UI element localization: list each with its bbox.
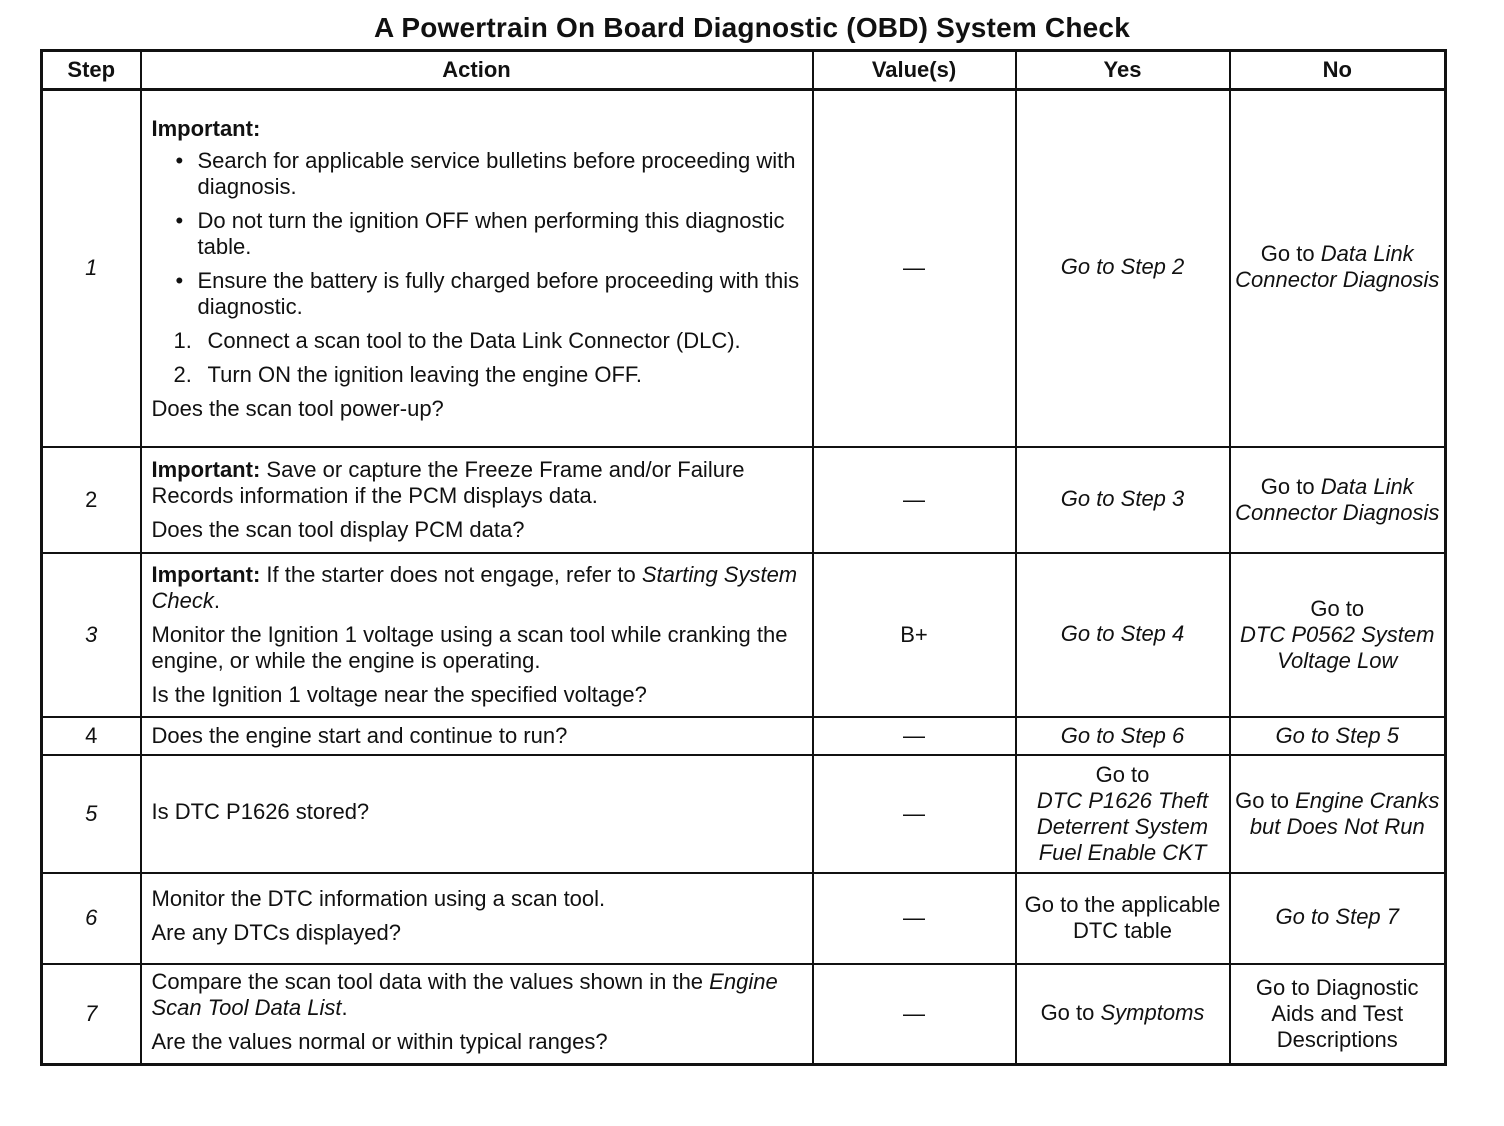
instruction: Monitor the Ignition 1 voltage using a scan tool while cranking the engine, or while the engine is operating. bbox=[151, 621, 788, 673]
question: Does the scan tool power-up? bbox=[151, 396, 444, 422]
step-number: 4 bbox=[42, 717, 141, 755]
no-cell: Go to Data Link Connector Diagnosis bbox=[1230, 447, 1446, 553]
diagnostic-table bbox=[40, 49, 1447, 1066]
value-cell: — bbox=[813, 717, 1016, 755]
header-row bbox=[42, 51, 1446, 90]
list-item: • Do not turn the ignition OFF when performing this diagnostic table. bbox=[198, 208, 802, 260]
no-cell: Go to Engine Cranks but Does Not Run bbox=[1230, 755, 1446, 873]
value-cell: — bbox=[813, 90, 1016, 447]
header-action: Action bbox=[141, 51, 813, 90]
list-item: • Ensure the battery is fully charged before proceeding with this diagnostic. bbox=[198, 268, 802, 320]
action-cell bbox=[141, 873, 813, 964]
list-item: • Search for applicable service bulletins before proceeding with diagnosis. bbox=[198, 148, 802, 200]
value-cell: — bbox=[813, 447, 1016, 553]
instruction: Compare the scan tool data with the values shown in the Engine Scan Tool Data List. bbox=[151, 968, 778, 1020]
action-cell bbox=[141, 90, 813, 447]
numbered-list bbox=[152, 328, 802, 388]
table-row bbox=[42, 90, 1446, 447]
table-row bbox=[42, 755, 1446, 873]
important-note: Important: Save or capture the Freeze Frame and/or Failure Records information if the PCM displays data. bbox=[151, 456, 745, 508]
value-cell: — bbox=[813, 873, 1016, 964]
list-item: 1. Connect a scan tool to the Data Link Connector (DLC). bbox=[173, 328, 741, 354]
step-number: 5 bbox=[42, 755, 141, 873]
action-cell bbox=[141, 964, 813, 1065]
page-title: A Powertrain On Board Diagnostic (OBD) System Check bbox=[374, 12, 1130, 43]
action-cell bbox=[141, 553, 813, 717]
action-cell bbox=[141, 447, 813, 553]
no-cell: Go to DTC P0562 System Voltage Low bbox=[1230, 553, 1446, 717]
step-number: 7 bbox=[42, 964, 141, 1065]
step-number: 1 bbox=[42, 90, 141, 447]
table-row bbox=[42, 553, 1446, 717]
important-note: Important: If the starter does not engage, refer to Starting System Check. bbox=[151, 561, 798, 613]
no-cell: Go to Data Link Connector Diagnosis bbox=[1230, 90, 1446, 447]
header-step: Step bbox=[42, 51, 141, 90]
yes-cell: Go to Step 4 bbox=[1016, 553, 1230, 717]
bullet-list bbox=[152, 148, 802, 320]
step-number: 2 bbox=[42, 447, 141, 553]
value-cell: B+ bbox=[813, 553, 1016, 717]
yes-cell: Go to Symptoms bbox=[1016, 964, 1230, 1065]
step-number: 3 bbox=[42, 553, 141, 717]
no-cell: Go to Step 7 bbox=[1230, 873, 1446, 964]
yes-cell: Go to Step 3 bbox=[1016, 447, 1230, 553]
question: Are any DTCs displayed? bbox=[151, 920, 401, 945]
question: Is the Ignition 1 voltage near the specified voltage? bbox=[151, 681, 647, 707]
no-cell: Go to Diagnostic Aids and Test Descriptions bbox=[1230, 964, 1446, 1065]
question: Does the scan tool display PCM data? bbox=[151, 516, 525, 542]
instruction: Monitor the DTC information using a scan tool. bbox=[151, 886, 606, 911]
table-row bbox=[42, 964, 1446, 1065]
important-label: Important: bbox=[151, 116, 261, 142]
table-row bbox=[42, 717, 1446, 755]
yes-cell: Go to DTC P1626 Theft Deterrent System Fuel Enable CKT bbox=[1016, 755, 1230, 873]
yes-cell: Go to Step 2 bbox=[1016, 90, 1230, 447]
no-cell: Go to Step 5 bbox=[1230, 717, 1446, 755]
question: Does the engine start and continue to run? bbox=[141, 717, 813, 755]
header-no: No bbox=[1230, 51, 1446, 90]
list-item: 2. Turn ON the ignition leaving the engine OFF. bbox=[173, 362, 643, 388]
yes-cell: Go to the applicable DTC table bbox=[1016, 873, 1230, 964]
header-values: Value(s) bbox=[813, 51, 1016, 90]
table-row bbox=[42, 873, 1446, 964]
question: Are the values normal or within typical ranges? bbox=[151, 1028, 608, 1054]
question: Is DTC P1626 stored? bbox=[141, 755, 813, 873]
header-yes: Yes bbox=[1016, 51, 1230, 90]
yes-cell: Go to Step 6 bbox=[1016, 717, 1230, 755]
value-cell: — bbox=[813, 755, 1016, 873]
step-number: 6 bbox=[42, 873, 141, 964]
value-cell: — bbox=[813, 964, 1016, 1065]
table-row bbox=[42, 447, 1446, 553]
